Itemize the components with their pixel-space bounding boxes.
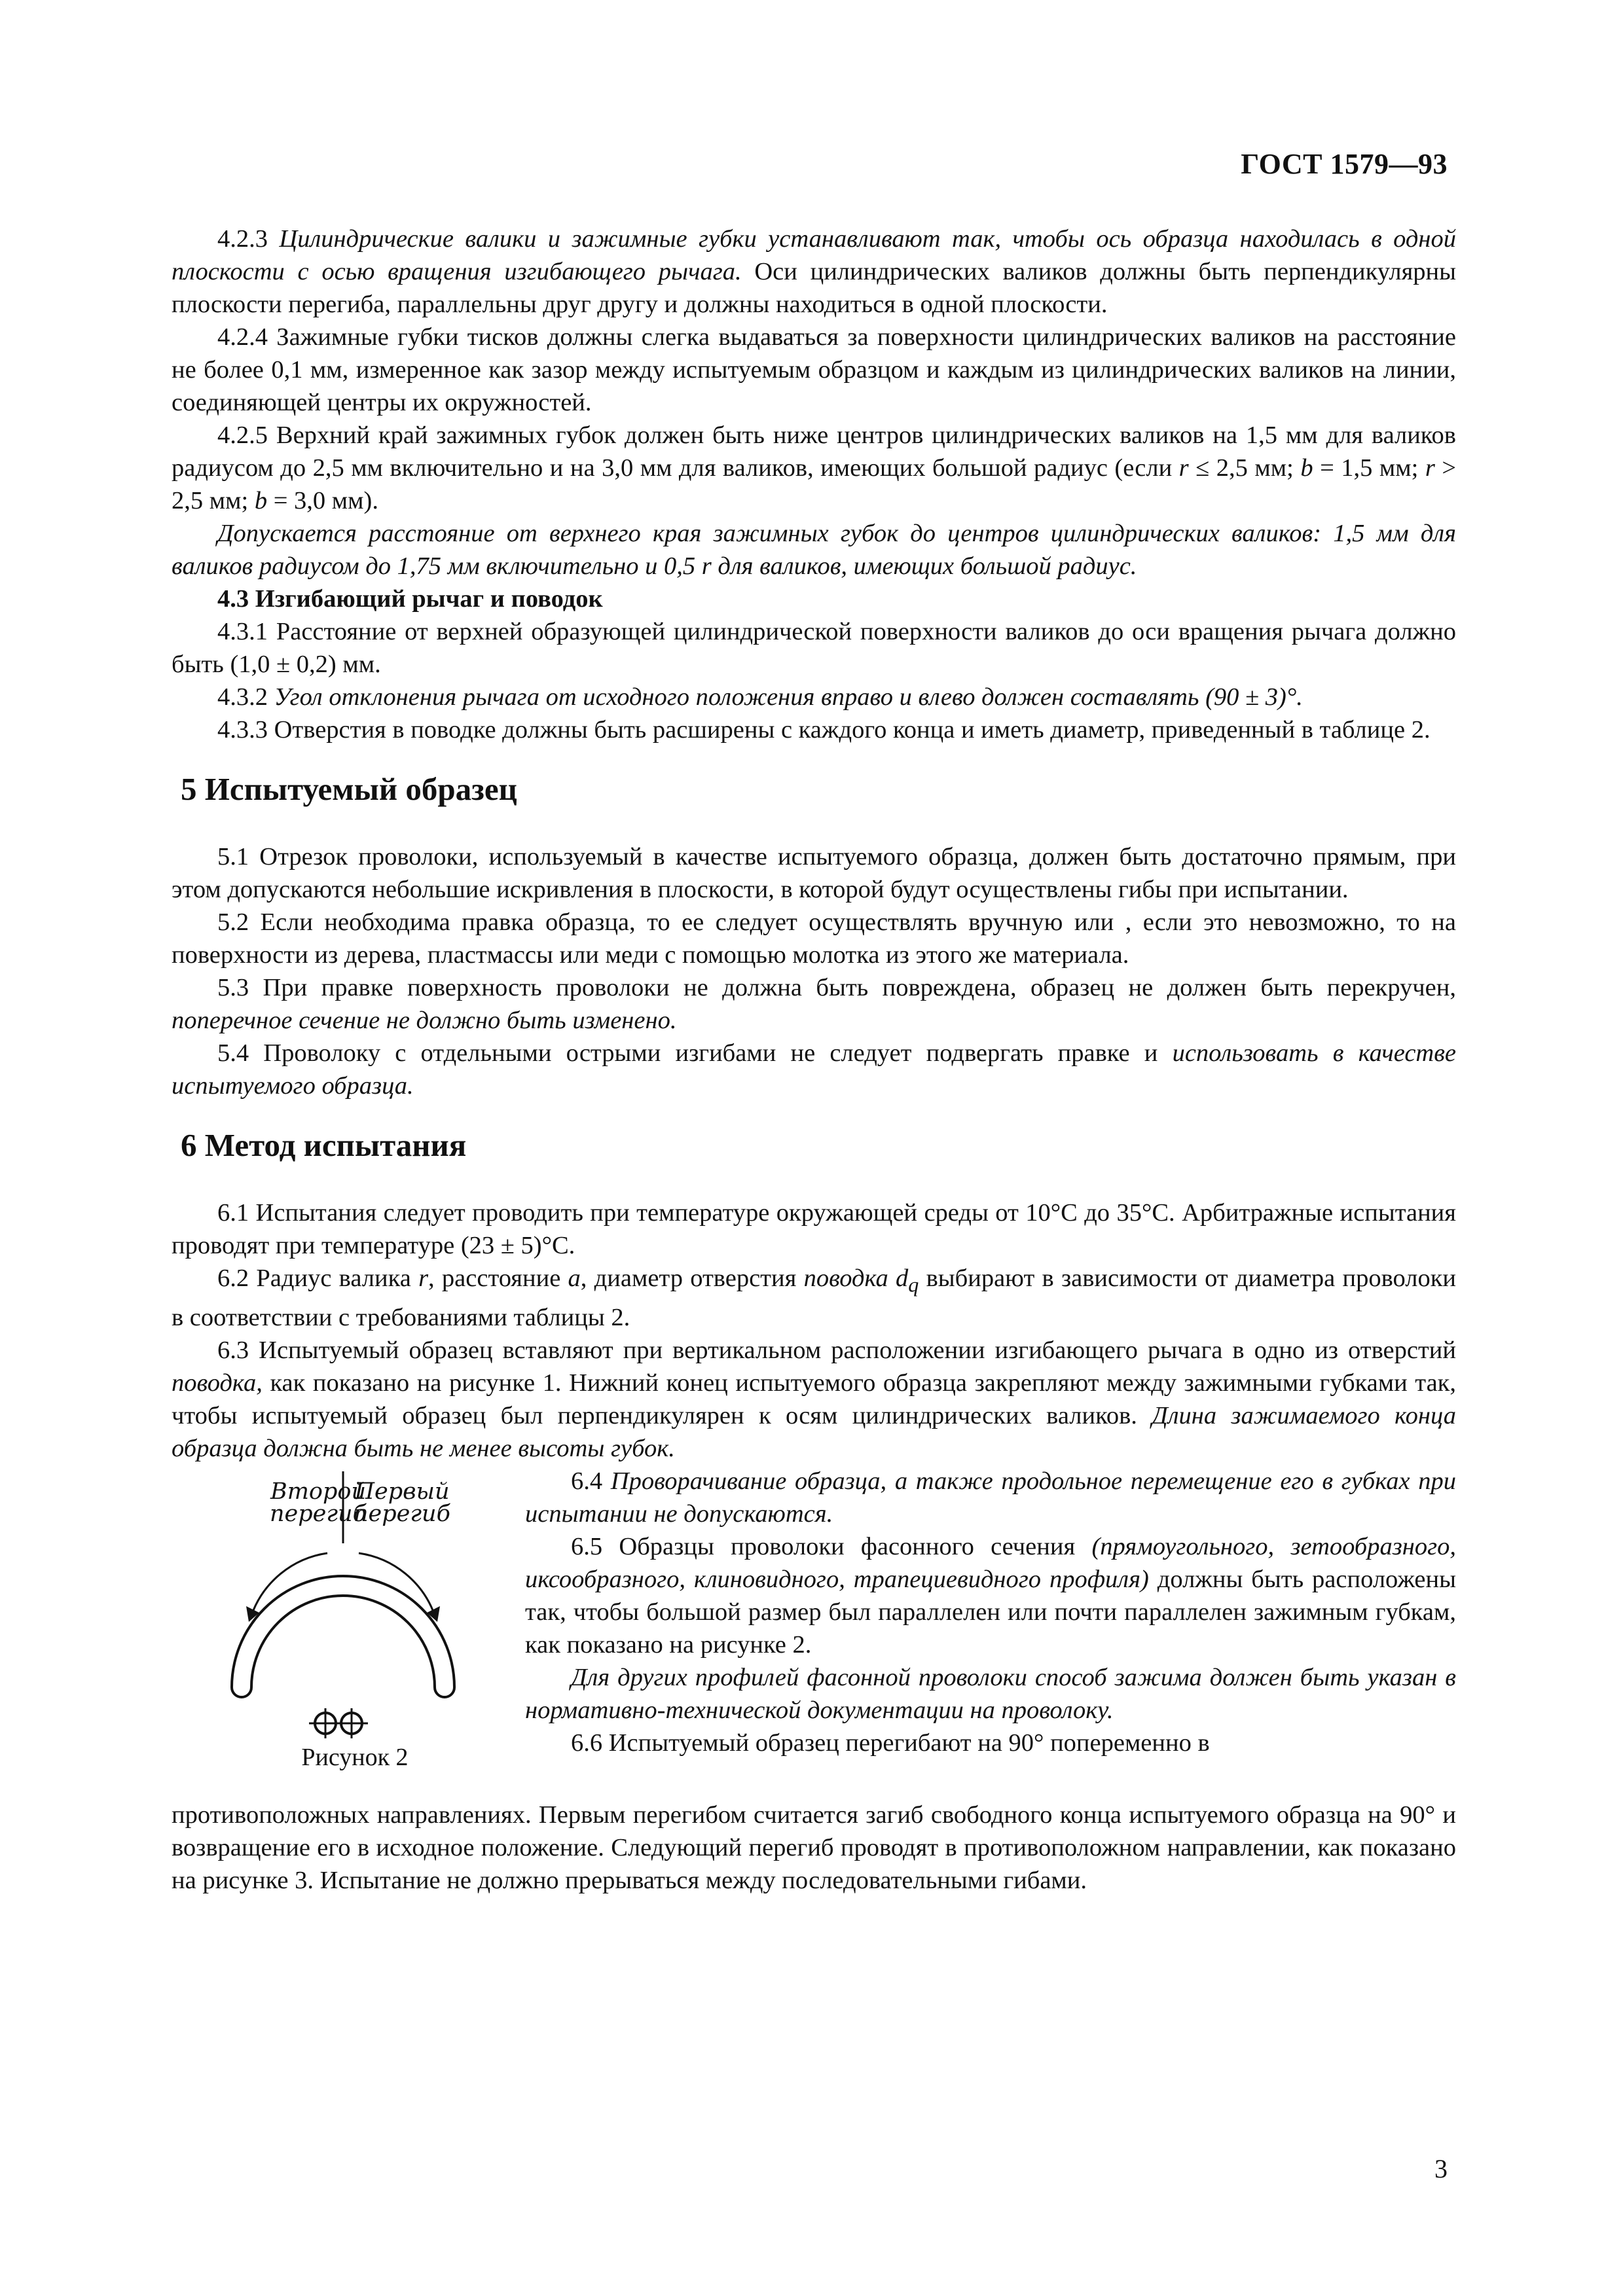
paragraph-6-2: 6.2 Радиус валика r, расстояние a, диаметр отверстия поводка $d_q$ выбирают в зависимости от диаметра проволоки в соответствии с требованиями таблицы 2. bbox=[172, 1265, 1457, 1331]
paragraph-6-6-start: 6.6 Испытуемый образец перегибают на 90° попеременно в bbox=[571, 1729, 1210, 1757]
paragraph-4-3-1: 4.3.1 Расстояние от верхней образующей цилиндрической поверхности валиков до оси вращения рычага должно быть (1,0 ± 0,2) мм. bbox=[172, 618, 1456, 678]
label-first-bend: Первый перегиб bbox=[354, 1478, 450, 1527]
paragraph-6-4: 6.4 Проворачивание образца, а также продольное перемещение его в губках при испытании не допускаются. bbox=[525, 1467, 1457, 1528]
figure-caption: Рисунок 2 bbox=[301, 1743, 409, 1771]
page-content bbox=[172, 223, 1456, 1897]
paragraph-5-1: 5.1 Отрезок проволоки, используемый в качестве испытуемого образца, должен быть достаточно прямым, при этом допускаются небольшие искривления в плоскости, в которой будут осуществлены гибы при испытании. bbox=[172, 843, 1456, 903]
paragraph-4-3-2: 4.3.2 Угол отклонения рычага от исходного положения вправо и влево должен составлять (90 ± 3)°. bbox=[217, 683, 1303, 711]
paragraph-4-3-3: 4.3.3 Отверстия в поводке должны быть расширены с каждого конца и иметь диаметр, приведенный в таблице 2. bbox=[217, 716, 1431, 744]
label-second-bend: Второй перегиб bbox=[270, 1478, 367, 1527]
subsection-4-3-title: 4.3 Изгибающий рычаг и поводок bbox=[217, 585, 603, 613]
paragraph-4-2-5-note: Допускается расстояние от верхнего края зажимных губок до центров цилиндрических валиков: 1,5 мм для валиков радиусом до 1,75 мм включительно и 0,5 r для валиков, имеющих большой радиус. bbox=[172, 520, 1456, 580]
paragraph-6-6: противоположных направлениях. Первым перегибом считается загиб свободного конца испытуемого образца на 90° и возвращение его в исходное положение. Следующий перегиб проводят в противоположном направлении, как показано на рисунке 3. Испытание не должно прерываться между последовательными гибами. bbox=[172, 1801, 1456, 1894]
paragraph-6-5: 6.5 Образцы проволоки фасонного сечения (прямоугольного, зетообразного, иксообразного, клиновидного, трапециевидного профиля) должны быть расположены так, чтобы большой размер был параллелен или почти параллелен зажимным губкам, как показано на рисунке 2. bbox=[525, 1532, 1456, 1659]
paragraph-5-2: 5.2 Если необходима правка образца, то ее следует осуществлять вручную или , если это невозможно, то на поверхности из дерева, пластмассы или меди с помощью молотка из этого же материала. bbox=[172, 908, 1456, 969]
figure-2 bbox=[172, 1465, 525, 1792]
section-5-title: 5 Испытуемый образец bbox=[181, 771, 517, 807]
paragraph-6-3: 6.3 Испытуемый образец вставляют при вертикальном расположении изгибающего рычага в одно из отверстий поводка, как показано на рисунке 1. Нижний конец испытуемого образца закрепляют между зажимными губками так, чтобы испытуемый образец был перпендикулярен к осям цилиндрических валиков. Длина зажимаемого конца образца должна быть не менее высоты губок. bbox=[172, 1336, 1457, 1462]
paragraph-6-1: 6.1 Испытания следует проводить при температуре окружающей среды от 10°C до 35°C. Арбитражные испытания проводят при температуре (23 ± 5)°C. bbox=[172, 1199, 1456, 1259]
paragraph-4-2-4: 4.2.4 Зажимные губки тисков должны слегка выдаваться за поверхности цилиндрических валиков на расстояние не более 0,1 мм, измеренное как зазор между испытуемым образцом и каждым из цилиндрических валиков на линии, соединяющей центры их окружностей. bbox=[172, 323, 1456, 416]
figure-row bbox=[172, 1465, 1456, 1799]
page-number: 3 bbox=[1434, 2154, 1448, 2183]
figure-side-text bbox=[525, 1465, 1456, 1759]
paragraph-6-5-note: Для других профилей фасонной проволоки способ зажима должен быть указан в нормативно-технической документации на проволоку. bbox=[525, 1663, 1456, 1724]
document-code: ГОСТ 1579—93 bbox=[1241, 148, 1448, 180]
section-6-title: 6 Метод испытания bbox=[181, 1127, 467, 1163]
paragraph-4-2-3: 4.2.3 Цилиндрические валики и зажимные губки устанавливают так, чтобы ось образца находилась в одной плоскости с осью вращения изгибающего рычага. Оси цилиндрических валиков должны быть перпендикулярны плоскости перегиба, параллельны друг другу и должны находиться в одной плоскости. bbox=[172, 225, 1457, 318]
paragraph-5-3: 5.3 При правке поверхность проволоки не должна быть повреждена, образец не должен быть перекручен, поперечное сечение не должно быть изменено. bbox=[172, 974, 1456, 1034]
paragraph-5-4: 5.4 Проволоку с отдельными острыми изгибами не следует подвергать правке и использовать в качестве испытуемого образца. bbox=[172, 1039, 1457, 1100]
paragraph-4-2-5: 4.2.5 Верхний край зажимных губок должен быть ниже центров цилиндрических валиков на 1,5 мм для валиков радиусом до 2,5 мм включительно и на 3,0 мм для валиков, имеющих большой радиус (если r ≤ 2,5 мм; b = 1,5 мм; r > 2,5 мм; b = 3,0 мм). bbox=[172, 422, 1457, 514]
